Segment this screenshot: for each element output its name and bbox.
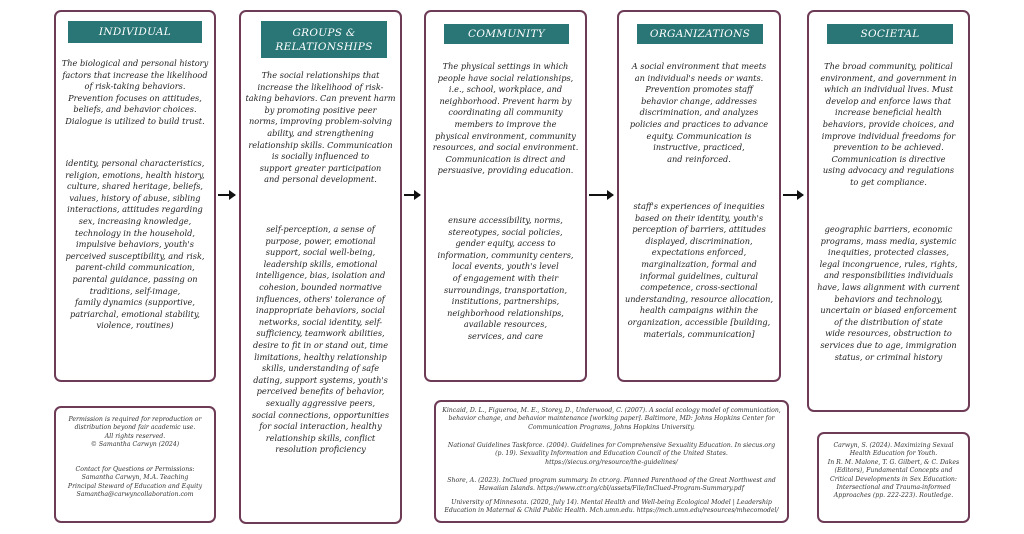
organizations-title: ORGANIZATIONS	[637, 24, 763, 44]
arrow-community-to-organizations	[589, 194, 613, 196]
societal-title: SOCIETAL	[827, 24, 953, 44]
individual-description: The biological and personal history factors that increase the likelihood of risk-taking behaviors. Prevention focuses on attitudes, beliefs, and behavior choices. Dialogue is utilized to build trust.	[61, 58, 209, 126]
societal-factors: geographic barriers, economic programs, mass media, systemic inequities, protected classes, legal incongruence, rules, rights, and responsibilities individuals have, laws alignment with current behaviors and technology, uncertain or biased enforcement of the distribution of state wide resources, obstruction to services due to age, immigration status, or criminal history	[817, 224, 960, 362]
permission-contact: Contact for Questions or Permissions: Samantha Carwyn, M.A. Teaching Principal Steward of Education and Equity Samantha@carwyncollaboration.com	[67, 466, 203, 499]
community-description: The physical settings in which people have social relationships, i.e., school, workplace, and neighborhood. Prevent harm by coordinating all community members to improve the physical environment, community resources, and social environment. Communication is direct and persuasive, providing education.	[432, 61, 579, 176]
organizations-factors: staff's experiences of inequities based on their identity, youth's perception of barriers, attitudes displayed, discrimination, expectations enforced, marginalization, formal and informal guidelines, cultural competence, cross-sectional understanding, resource allocation, health campaigns within the organization, accessible [building, materials, communication]	[624, 201, 774, 339]
organizations-description: A social environment that meets an individual's needs or wants. Prevention promotes staff behavior change, addresses discrimination, and analyzes policies and practices to advance equity. Communication is instructive, practiced, and reinforced.	[629, 61, 769, 164]
references-box	[434, 400, 789, 523]
community-factors: ensure accessibility, norms, stereotypes, social policies, gender equity, access to information, community centers, local events, youth's level of engagement with their surroundings, transportation, institutions, partnerships, neighborhood relationships, available resources, services, and care	[437, 215, 574, 341]
arrow-organizations-to-societal	[783, 194, 803, 196]
arrow-groups-to-community	[404, 194, 420, 196]
community-title: COMMUNITY	[444, 24, 569, 44]
societal-description: The broad community, political environment, and government in which an individual lives. Must develop and enforce laws that increase beneficial health behaviors, provide choices, and improve individual freedoms for prevention to be achieved. Communication is directive using advocacy and regulations to get compliance.	[820, 61, 957, 187]
permission-text: Permission is required for reproduction or distribution beyond fair academic use. All rights reserved. © Samantha Carwyn (2024)	[68, 416, 202, 449]
groups-description: The social relationships that increase the likelihood of risk- taking behaviors. Can prevent harm by promoting positive peer norms, improving problem-solving ability, and strengthening relationship skills. Communication is socially influenced to support greater participation and personal development.	[245, 70, 396, 185]
citation-box	[817, 432, 970, 523]
individual-box	[54, 10, 216, 382]
reference-item: Shore, A. (2023). InClued program summary. In ctr.org. Planned Parenthood of the Great Northwest and Hawaiian Islands. https://www.ctr.org/cbl/assets/File/InClued-Program-Summary.pdf	[447, 477, 776, 493]
reference-item: Kincaid, D. L., Figueroa, M. E., Storey, D., Underwood, C. (2007). A social ecology model of communication, behavior change, and behavior maintenance [working paper]. Baltimore, MD: Johns Hopkins Center for Communication Programs, Johns Hopkins University.	[442, 407, 781, 431]
reference-item: University of Minnesota. (2020, July 14). Mental Health and Well-being Ecological Model | Leadership Education in Maternal & Child Public Health. Mch.umn.edu. https://mch.umn.edu/resources/mhecomodel/	[444, 499, 779, 515]
reference-item: National Guidelines Taskforce. (2004). Guidelines for Comprehensive Sexuality Education. In siecus.org (p. 19). Sexuality Information and Education Council of the United States. https://siecus.org/resource/the-guidelines/	[447, 442, 776, 466]
groups-title: GROUPS & RELATIONSHIPS	[261, 21, 387, 58]
permission-box	[54, 406, 216, 523]
individual-factors: identity, personal characteristics, religion, emotions, health history, culture, shared heritage, beliefs, values, history of abuse, sibling interactions, attitudes regarding sex, increasing knowledge, technology in the household, impulsive behaviors, youth's perceived susceptibility, and risk, parent-child communication, parental guidance, passing on traditions, self-image, family dynamics (supportive, patriarchal, emotional stability, violence, routines)	[65, 158, 205, 331]
societal-box	[807, 10, 970, 412]
organizations-box	[617, 10, 781, 382]
citation-text: Carwyn, S. (2024). Maximizing Sexual Health Education for Youth. In R. M. Malone, T. G. Gilbert, & C. Dakes (Editors), Fundamental Concepts and Critical Developments in Sex Education: Intersectional and Trauma-informed Approaches (pp. 222-223). Routledge.	[827, 442, 960, 500]
community-box	[424, 10, 587, 382]
groups-box	[239, 10, 402, 524]
arrow-individual-to-groups	[218, 194, 235, 196]
individual-title: INDIVIDUAL	[68, 21, 202, 43]
groups-factors: self-perception, a sense of purpose, power, emotional support, social well-being, leadership skills, emotional intelligence, bias, isolation and cohesion, bounded normative influences, others' tolerance of inappropriate behaviors, social networks, social identity, self- sufficiency, teamwork abilities, desire to fit in or stand out, time limitations, healthy relationship skills, understanding of safe dating, support systems, youth's perceived benefits of behavior, sexually aggressive peers, social connections, opportunities for social interaction, healthy relationship skills, conflict resolution proficiency	[251, 224, 390, 455]
